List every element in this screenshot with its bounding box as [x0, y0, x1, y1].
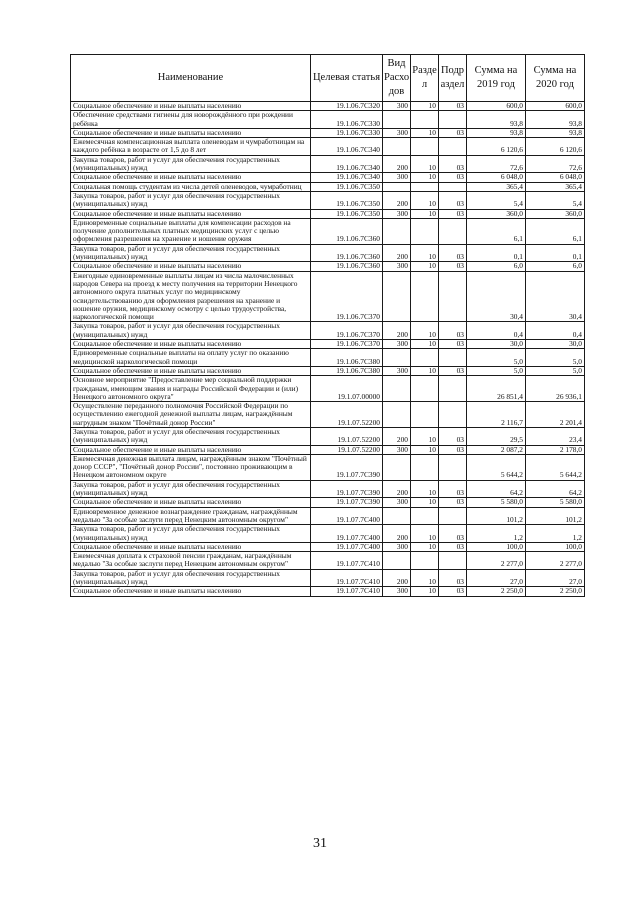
cell-name: Закупка товаров, работ и услуг для обеспечения государственных (муниципальных) нужд — [71, 480, 311, 498]
cell-sum-2020: 30,0 — [526, 340, 585, 349]
table-row — [71, 322, 585, 340]
cell-sum-2020: 360,0 — [526, 209, 585, 218]
cell-subsection — [439, 349, 467, 367]
cell-subsection — [439, 507, 467, 525]
cell-expense-type — [383, 349, 411, 367]
column-header-target: Целевая статья — [311, 55, 383, 102]
cell-sum-2020: 6 048,0 — [526, 173, 585, 182]
cell-target-article: 19.1.06.7C340 — [311, 155, 383, 173]
cell-target-article: 19.1.07.7C390 — [311, 498, 383, 507]
cell-expense-type — [383, 402, 411, 428]
cell-target-article: 19.1.07.7C410 — [311, 569, 383, 587]
cell-subsection: 03 — [439, 173, 467, 182]
cell-target-article: 19.1.06.7C350 — [311, 182, 383, 191]
table-row — [71, 542, 585, 551]
cell-expense-type — [383, 552, 411, 570]
cell-target-article: 19.1.07.7C400 — [311, 542, 383, 551]
table-row — [71, 209, 585, 218]
table-row — [71, 507, 585, 525]
cell-target-article: 19.1.06.7C380 — [311, 349, 383, 367]
cell-section: 10 — [411, 366, 439, 375]
table-row — [71, 445, 585, 454]
cell-name: Основное мероприятие "Предоставление мер социальной поддержки гражданам, имеющим звания и награды Российской Федерации и (или) Ненецкого автономного округа" — [71, 376, 311, 402]
cell-subsection — [439, 402, 467, 428]
cell-section: 10 — [411, 191, 439, 209]
cell-expense-type: 200 — [383, 569, 411, 587]
cell-name: Социальное обеспечение и иные выплаты населению — [71, 542, 311, 551]
cell-expense-type: 300 — [383, 542, 411, 551]
cell-name: Ежемесячная компенсационная выплата оленеводам и чумработницам на каждого ребёнка в возрасте от 1,5 до 8 лет — [71, 138, 311, 156]
cell-section: 10 — [411, 445, 439, 454]
cell-section: 10 — [411, 262, 439, 271]
cell-target-article: 19.1.06.7C350 — [311, 209, 383, 218]
cell-subsection — [439, 454, 467, 480]
cell-name: Закупка товаров, работ и услуг для обеспечения государственных (муниципальных) нужд — [71, 525, 311, 543]
cell-sum-2019: 93,8 — [467, 111, 526, 129]
cell-target-article: 19.1.06.7C360 — [311, 244, 383, 262]
cell-target-article: 19.1.06.7C340 — [311, 173, 383, 182]
cell-name: Социальное обеспечение и иные выплаты населению — [71, 498, 311, 507]
cell-name: Осуществление переданного полномочия Российской Федерации по осуществлению ежегодной денежной выплаты лицам, награждённым нагрудным знаком "Почётный донор России" — [71, 402, 311, 428]
cell-sum-2020: 0,1 — [526, 244, 585, 262]
cell-target-article: 19.1.07.52200 — [311, 427, 383, 445]
cell-sum-2020: 27,0 — [526, 569, 585, 587]
cell-name: Единовременное денежное вознаграждение гражданам, награждённым медалью "За особые заслуги перед Ненецким автономным округом" — [71, 507, 311, 525]
cell-sum-2019: 5,0 — [467, 366, 526, 375]
table-row — [71, 402, 585, 428]
table-row — [71, 191, 585, 209]
cell-sum-2019: 30,4 — [467, 271, 526, 322]
column-header-name: Наименование — [71, 55, 311, 102]
cell-sum-2019: 6 048,0 — [467, 173, 526, 182]
table-row — [71, 218, 585, 244]
cell-sum-2020: 93,8 — [526, 128, 585, 137]
table-row — [71, 498, 585, 507]
cell-name: Закупка товаров, работ и услуг для обеспечения государственных (муниципальных) нужд — [71, 244, 311, 262]
cell-expense-type: 200 — [383, 191, 411, 209]
cell-subsection: 03 — [439, 102, 467, 111]
cell-sum-2019: 2 250,0 — [467, 587, 526, 596]
cell-sum-2019: 6,0 — [467, 262, 526, 271]
cell-name: Социальное обеспечение и иные выплаты населению — [71, 102, 311, 111]
cell-expense-type: 300 — [383, 366, 411, 375]
cell-section: 10 — [411, 542, 439, 551]
cell-section — [411, 376, 439, 402]
cell-name: Ежемесячная денежная выплата лицам, награждённым знаком "Почётный донор СССР", "Почётный донор России", постоянно проживающим в Ненецком автономном округе — [71, 454, 311, 480]
cell-name: Обеспечение средствами гигиены для новорождённого при рождении ребёнка — [71, 111, 311, 129]
cell-subsection: 03 — [439, 542, 467, 551]
cell-expense-type — [383, 218, 411, 244]
cell-sum-2019: 0,4 — [467, 322, 526, 340]
cell-sum-2020: 6,0 — [526, 262, 585, 271]
cell-target-article: 19.1.06.7C370 — [311, 271, 383, 322]
cell-expense-type: 300 — [383, 498, 411, 507]
cell-sum-2019: 365,4 — [467, 182, 526, 191]
cell-section: 10 — [411, 498, 439, 507]
column-header-sum-2020: Сумма на 2020 год — [526, 55, 585, 102]
table-row — [71, 111, 585, 129]
cell-sum-2019: 5 644,2 — [467, 454, 526, 480]
cell-subsection: 03 — [439, 244, 467, 262]
table-row — [71, 525, 585, 543]
cell-target-article: 19.1.07.7C410 — [311, 587, 383, 596]
cell-expense-type: 300 — [383, 209, 411, 218]
table-row — [71, 349, 585, 367]
cell-section: 10 — [411, 322, 439, 340]
cell-sum-2020: 6 120,6 — [526, 138, 585, 156]
cell-subsection: 03 — [439, 128, 467, 137]
cell-name: Социальное обеспечение и иные выплаты населению — [71, 262, 311, 271]
cell-section: 10 — [411, 587, 439, 596]
cell-target-article: 19.1.06.7C330 — [311, 111, 383, 129]
cell-expense-type: 200 — [383, 525, 411, 543]
cell-section — [411, 552, 439, 570]
cell-sum-2020: 101,2 — [526, 507, 585, 525]
cell-name: Социальное обеспечение и иные выплаты населению — [71, 128, 311, 137]
table-row — [71, 569, 585, 587]
cell-target-article: 19.1.06.7C380 — [311, 366, 383, 375]
cell-target-article: 19.1.07.52200 — [311, 402, 383, 428]
cell-section — [411, 271, 439, 322]
cell-sum-2020: 64,2 — [526, 480, 585, 498]
cell-subsection: 03 — [439, 445, 467, 454]
cell-sum-2020: 5,0 — [526, 349, 585, 367]
cell-expense-type: 200 — [383, 322, 411, 340]
cell-target-article: 19.1.06.7C360 — [311, 262, 383, 271]
cell-target-article: 19.1.06.7C360 — [311, 218, 383, 244]
cell-section: 10 — [411, 340, 439, 349]
cell-sum-2020: 1,2 — [526, 525, 585, 543]
cell-target-article: 19.1.06.7C330 — [311, 128, 383, 137]
table-row — [71, 262, 585, 271]
cell-section: 10 — [411, 173, 439, 182]
page-number: 31 — [313, 836, 327, 851]
cell-section — [411, 349, 439, 367]
cell-sum-2020: 23,4 — [526, 427, 585, 445]
table-row — [71, 427, 585, 445]
column-header-subsection: Подр аздел — [439, 55, 467, 102]
cell-subsection: 03 — [439, 366, 467, 375]
cell-section — [411, 454, 439, 480]
cell-sum-2020: 26 936,1 — [526, 376, 585, 402]
cell-sum-2020: 2 277,0 — [526, 552, 585, 570]
cell-section: 10 — [411, 209, 439, 218]
cell-expense-type — [383, 138, 411, 156]
table-row — [71, 454, 585, 480]
table-row — [71, 480, 585, 498]
cell-expense-type: 300 — [383, 587, 411, 596]
cell-sum-2019: 26 851,4 — [467, 376, 526, 402]
cell-expense-type — [383, 507, 411, 525]
budget-table — [70, 54, 585, 597]
cell-target-article: 19.1.06.7C350 — [311, 191, 383, 209]
cell-sum-2019: 5,4 — [467, 191, 526, 209]
cell-expense-type: 300 — [383, 173, 411, 182]
cell-name: Социальная помощь студентам из числа детей оленеводов, чумработниц — [71, 182, 311, 191]
cell-name: Единовременные социальные выплаты на оплату услуг по оказанию медицинской наркологической помощи — [71, 349, 311, 367]
cell-sum-2019: 100,0 — [467, 542, 526, 551]
cell-section: 10 — [411, 525, 439, 543]
cell-name: Ежемесячная доплата к страховой пенсии гражданам, награждённым медалью "За особые заслуги перед Ненецким автономным округом" — [71, 552, 311, 570]
cell-sum-2019: 2 116,7 — [467, 402, 526, 428]
cell-section — [411, 138, 439, 156]
cell-section — [411, 402, 439, 428]
cell-expense-type — [383, 111, 411, 129]
cell-sum-2019: 29,5 — [467, 427, 526, 445]
cell-expense-type — [383, 182, 411, 191]
cell-subsection — [439, 218, 467, 244]
cell-sum-2020: 5 580,0 — [526, 498, 585, 507]
cell-expense-type: 200 — [383, 244, 411, 262]
cell-sum-2020: 600,0 — [526, 102, 585, 111]
cell-target-article: 19.1.06.7C370 — [311, 322, 383, 340]
cell-expense-type — [383, 454, 411, 480]
table-row — [71, 552, 585, 570]
cell-expense-type: 300 — [383, 340, 411, 349]
cell-subsection: 03 — [439, 340, 467, 349]
cell-expense-type: 200 — [383, 427, 411, 445]
cell-sum-2019: 5 580,0 — [467, 498, 526, 507]
table-row — [71, 128, 585, 137]
cell-sum-2020: 2 250,0 — [526, 587, 585, 596]
cell-sum-2020: 100,0 — [526, 542, 585, 551]
cell-subsection — [439, 552, 467, 570]
cell-section: 10 — [411, 480, 439, 498]
cell-subsection: 03 — [439, 262, 467, 271]
cell-sum-2019: 27,0 — [467, 569, 526, 587]
cell-target-article: 19.1.07.52200 — [311, 445, 383, 454]
cell-subsection: 03 — [439, 322, 467, 340]
cell-sum-2020: 30,4 — [526, 271, 585, 322]
cell-sum-2019: 2 087,2 — [467, 445, 526, 454]
cell-name: Закупка товаров, работ и услуг для обеспечения государственных (муниципальных) нужд — [71, 427, 311, 445]
table-row — [71, 155, 585, 173]
cell-sum-2019: 6,1 — [467, 218, 526, 244]
cell-expense-type: 200 — [383, 155, 411, 173]
cell-sum-2020: 6,1 — [526, 218, 585, 244]
table-row — [71, 587, 585, 596]
cell-subsection: 03 — [439, 191, 467, 209]
cell-name: Социальное обеспечение и иные выплаты населению — [71, 366, 311, 375]
cell-name: Закупка товаров, работ и услуг для обеспечения государственных (муниципальных) нужд — [71, 191, 311, 209]
cell-name: Закупка товаров, работ и услуг для обеспечения государственных (муниципальных) нужд — [71, 155, 311, 173]
cell-subsection: 03 — [439, 155, 467, 173]
cell-sum-2019: 93,8 — [467, 128, 526, 137]
cell-sum-2019: 1,2 — [467, 525, 526, 543]
table-row — [71, 340, 585, 349]
table-body — [71, 102, 585, 597]
cell-sum-2019: 30,0 — [467, 340, 526, 349]
cell-target-article: 19.1.06.7C340 — [311, 138, 383, 156]
table-row — [71, 366, 585, 375]
cell-section — [411, 111, 439, 129]
cell-name: Ежегодные единовременные выплаты лицам из числа малочисленных народов Севера на проезд к месту получения на территории Ненецкого автономного округа платных услуг по медицинскому освидетельствованию для оформления разрешения на хранение и ношение оружия, медицинскому осмотру с целью трудоустройства, наркологической помощи — [71, 271, 311, 322]
table-header-row — [71, 55, 585, 102]
cell-sum-2020: 5,4 — [526, 191, 585, 209]
cell-name: Единовременные социальные выплаты для компенсации расходов на получение дополнительных платных медицинских услуг с целью оформления разрешения на хранение и ношение оружия — [71, 218, 311, 244]
cell-name: Социальное обеспечение и иные выплаты населению — [71, 445, 311, 454]
cell-section: 10 — [411, 128, 439, 137]
cell-name: Социальное обеспечение и иные выплаты населению — [71, 587, 311, 596]
cell-target-article: 19.1.07.7C410 — [311, 552, 383, 570]
table-row — [71, 244, 585, 262]
table-row — [71, 376, 585, 402]
cell-subsection — [439, 376, 467, 402]
table-row — [71, 173, 585, 182]
cell-sum-2020: 72,6 — [526, 155, 585, 173]
cell-section — [411, 182, 439, 191]
table-row — [71, 138, 585, 156]
table-row — [71, 271, 585, 322]
column-header-sum-2019: Сумма на 2019 год — [467, 55, 526, 102]
cell-subsection: 03 — [439, 525, 467, 543]
cell-expense-type: 300 — [383, 102, 411, 111]
cell-target-article: 19.1.07.7C390 — [311, 480, 383, 498]
cell-sum-2020: 2 178,0 — [526, 445, 585, 454]
cell-target-article: 19.1.06.7C320 — [311, 102, 383, 111]
cell-sum-2020: 365,4 — [526, 182, 585, 191]
cell-sum-2019: 101,2 — [467, 507, 526, 525]
cell-name: Социальное обеспечение и иные выплаты населению — [71, 209, 311, 218]
cell-expense-type — [383, 376, 411, 402]
cell-sum-2019: 0,1 — [467, 244, 526, 262]
cell-sum-2019: 6 120,6 — [467, 138, 526, 156]
cell-sum-2019: 64,2 — [467, 480, 526, 498]
cell-section: 10 — [411, 155, 439, 173]
cell-sum-2019: 360,0 — [467, 209, 526, 218]
cell-sum-2019: 2 277,0 — [467, 552, 526, 570]
cell-sum-2020: 93,8 — [526, 111, 585, 129]
table-row — [71, 102, 585, 111]
cell-section: 10 — [411, 102, 439, 111]
cell-subsection: 03 — [439, 587, 467, 596]
cell-section — [411, 218, 439, 244]
cell-subsection: 03 — [439, 209, 467, 218]
cell-subsection — [439, 138, 467, 156]
cell-section: 10 — [411, 569, 439, 587]
cell-sum-2019: 72,6 — [467, 155, 526, 173]
cell-sum-2019: 600,0 — [467, 102, 526, 111]
cell-subsection: 03 — [439, 498, 467, 507]
cell-sum-2020: 5 644,2 — [526, 454, 585, 480]
cell-name: Социальное обеспечение и иные выплаты населению — [71, 173, 311, 182]
cell-section: 10 — [411, 427, 439, 445]
cell-expense-type: 200 — [383, 480, 411, 498]
cell-sum-2020: 5,0 — [526, 366, 585, 375]
column-header-section: Разде л — [411, 55, 439, 102]
cell-target-article: 19.1.07.00000 — [311, 376, 383, 402]
cell-expense-type: 300 — [383, 262, 411, 271]
cell-subsection — [439, 182, 467, 191]
cell-name: Закупка товаров, работ и услуг для обеспечения государственных (муниципальных) нужд — [71, 569, 311, 587]
column-header-expense-type: Вид Расхо дов — [383, 55, 411, 102]
cell-sum-2020: 2 201,4 — [526, 402, 585, 428]
cell-expense-type — [383, 271, 411, 322]
cell-name: Закупка товаров, работ и услуг для обеспечения государственных (муниципальных) нужд — [71, 322, 311, 340]
cell-target-article: 19.1.06.7C370 — [311, 340, 383, 349]
cell-subsection: 03 — [439, 480, 467, 498]
cell-subsection — [439, 271, 467, 322]
cell-subsection: 03 — [439, 427, 467, 445]
cell-expense-type: 300 — [383, 445, 411, 454]
cell-sum-2019: 5,0 — [467, 349, 526, 367]
cell-target-article: 19.1.07.7C400 — [311, 525, 383, 543]
cell-sum-2020: 0,4 — [526, 322, 585, 340]
cell-expense-type: 300 — [383, 128, 411, 137]
cell-section — [411, 507, 439, 525]
cell-subsection: 03 — [439, 569, 467, 587]
cell-name: Социальное обеспечение и иные выплаты населению — [71, 340, 311, 349]
table-row — [71, 182, 585, 191]
cell-subsection — [439, 111, 467, 129]
cell-target-article: 19.1.07.7C400 — [311, 507, 383, 525]
cell-target-article: 19.1.07.7C390 — [311, 454, 383, 480]
cell-section: 10 — [411, 244, 439, 262]
